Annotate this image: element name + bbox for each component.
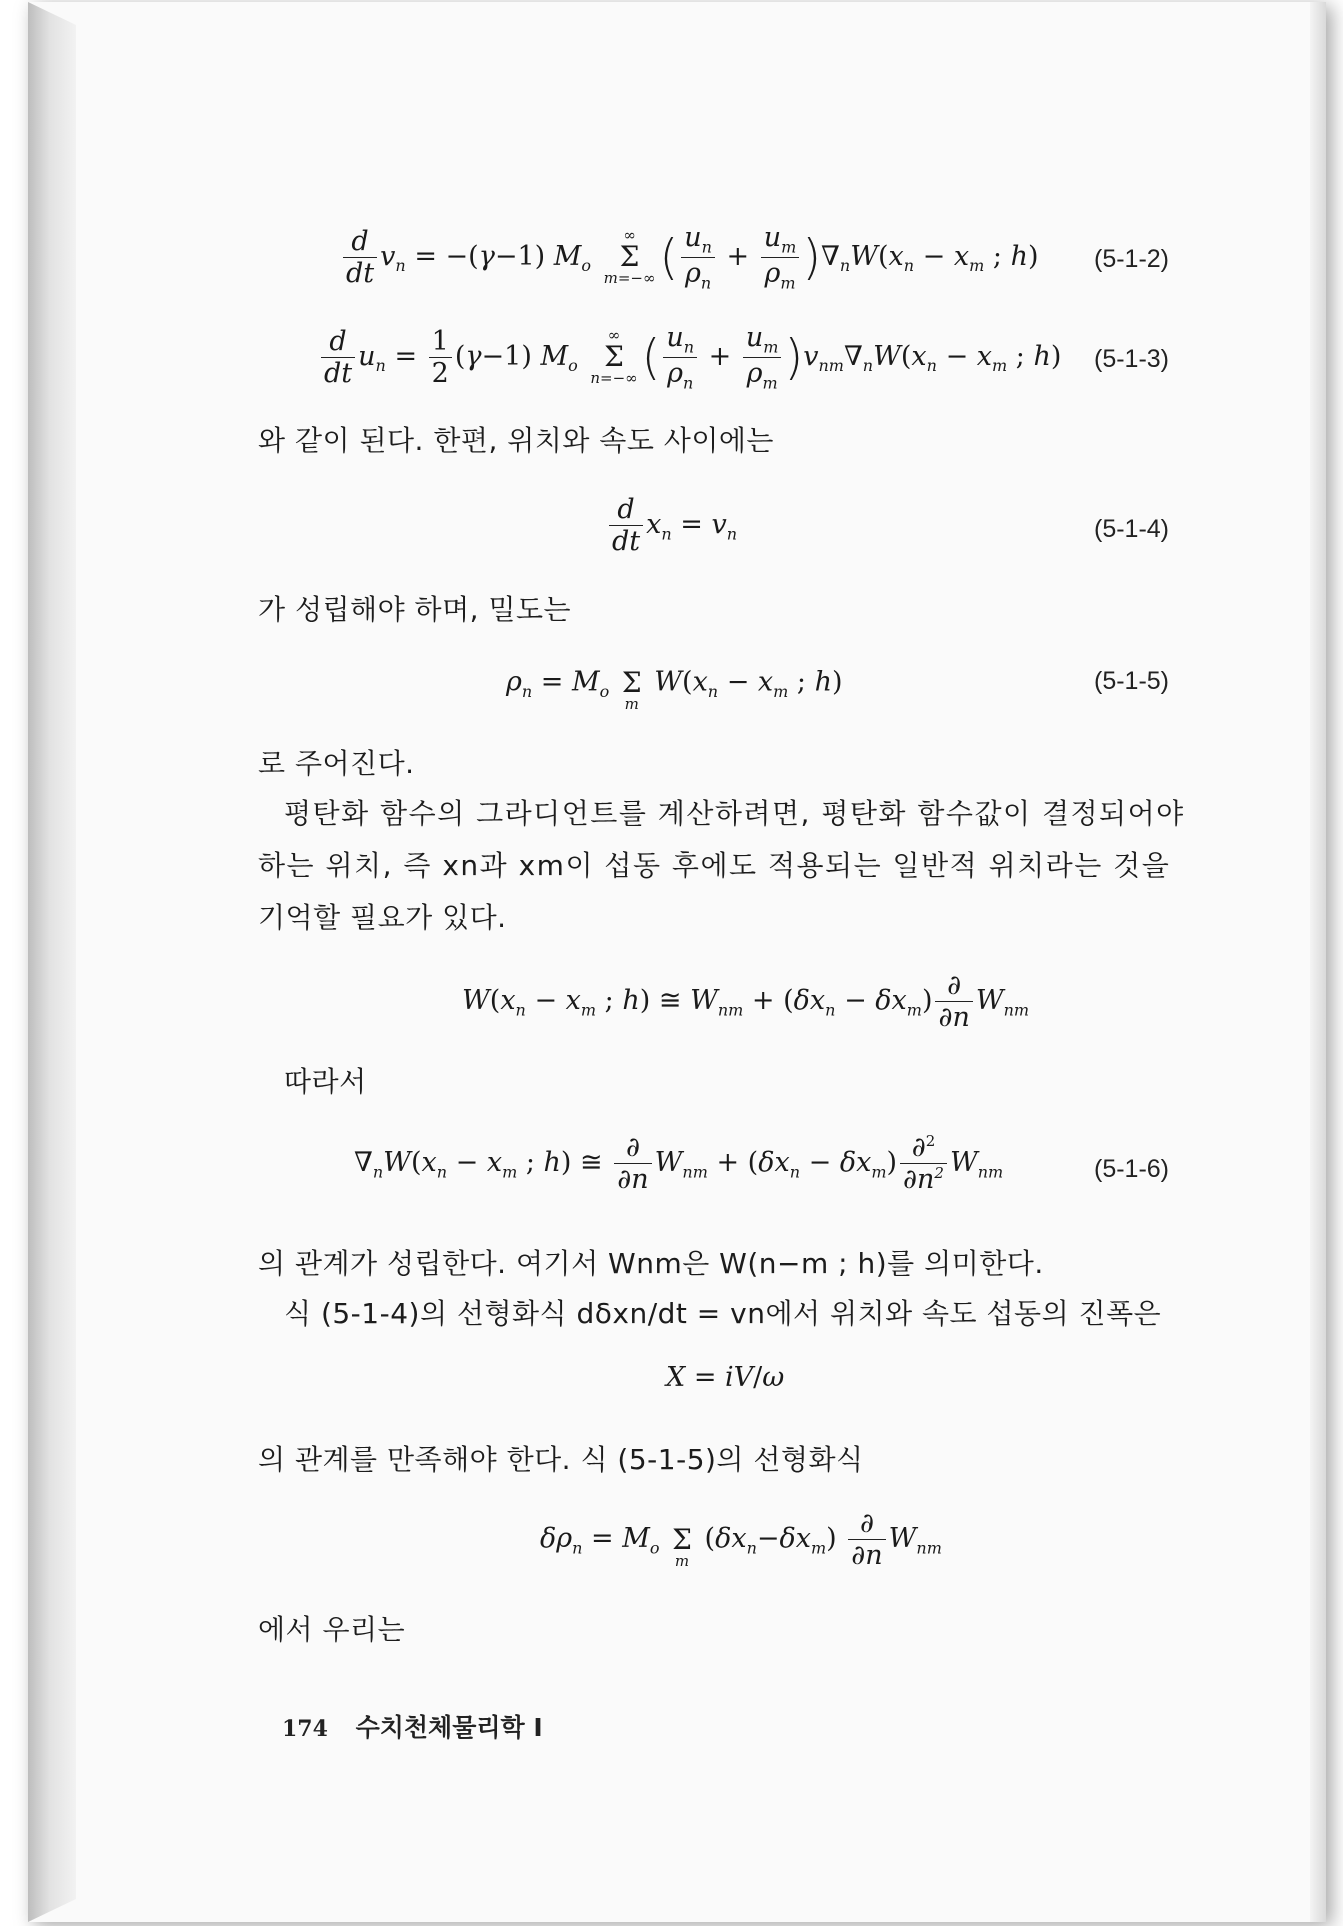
equation-number: (5-1-2) [1094,245,1170,273]
equation-number: (5-1-4) [1094,515,1170,543]
equation-5-1-5: $\rho_n = M_o$ Σ m $W(x_n - x_m$ ; h) [506,666,843,713]
equation-5-1-6: $\nabla_nW(x_n - x_m$ ; h) ≅ $\frac{\partial}{\partial n}$ $W_{nm} + (\delta x_n - \delta x_m)$ $\frac{\partial^2}{\partial n^2}$ $W_{nm}$ [354,1132,1004,1196]
paragraph-text: 와 같이 된다. 한편, 위치와 속도 사이에는 [258,424,774,457]
paragraph-text: 가 성립해야 하며, 밀도는 [258,593,572,626]
equation-5-1-4: $\frac{d}{dt}$ $x_n = v_n$ [606,494,737,557]
equation-number: (5-1-5) [1094,667,1170,695]
page-footer [282,1708,543,1744]
equation-density-perturbation: $\delta\rho_n = M_o$ Σ m $(\delta x_n-\delta x_m)$ $\frac{\partial}{\partial n}$ $W_{nm}$ [540,1508,942,1572]
paragraph-text: 평탄화 함수의 그라디언트를 계산하려면, 평탄화 함수값이 결정되어야 [284,797,1185,830]
equation-number: (5-1-6) [1094,1155,1170,1183]
paragraph-text: 로 주어진다. [258,747,415,780]
paragraph-text: 의 관계를 만족해야 한다. 식 (5-1-5)의 선형화식 [258,1443,864,1476]
book-title: 수치천체물리학 Ⅰ [355,1713,543,1742]
equation-number: (5-1-3) [1094,345,1170,373]
equation-5-1-2: $\frac{d}{dt}$ $v_n = -(\gamma-1)$ $M_o$ ∞ Σ m=−∞ ( $\frac{u_n}{\rho_n}$ + $\frac{u_m}{\rho_m}$ )$\nabla_nW(x_n - x_m$ ; h) [340,222,1039,293]
equation-amplitude: X = iV/ω [666,1362,785,1393]
paragraph-text: 의 관계가 성립한다. 여기서 Wnm은 W(n−m ; h)를 의미한다. [258,1247,1044,1280]
paragraph-text: 기억할 필요가 있다. [258,901,507,934]
paragraph-text: 하는 위치, 즉 xn과 xm이 섭동 후에도 적용되는 일반적 위치라는 것을 [258,849,1171,882]
paragraph-text: 따라서 [284,1065,367,1098]
paragraph-text: 에서 우리는 [258,1613,406,1646]
equation-taylor-expansion: $W(x_n - x_m$ ; h) ≅ $W_{nm} + (\delta x_n - \delta x_m)$ $\frac{\partial}{\partial n}$ $W_{nm}$ [462,970,1030,1034]
paragraph-text: 식 (5-1-4)의 선형화식 dδxn/dt = vn에서 위치와 속도 섭동의 진폭은 [284,1297,1162,1330]
equation-5-1-3: $\frac{d}{dt}$ $u_n$ = $\frac{1}{2}$ (γ−1) $M_o$ ∞ Σ n=−∞ ( $\frac{u_n}{\rho_n}$ + $\frac{u_m}{\rho_m}$ )$v_{nm}\nabla_nW(x_n - x_m$ ; h) [318,322,1061,393]
page-number: 174 [282,1716,328,1742]
